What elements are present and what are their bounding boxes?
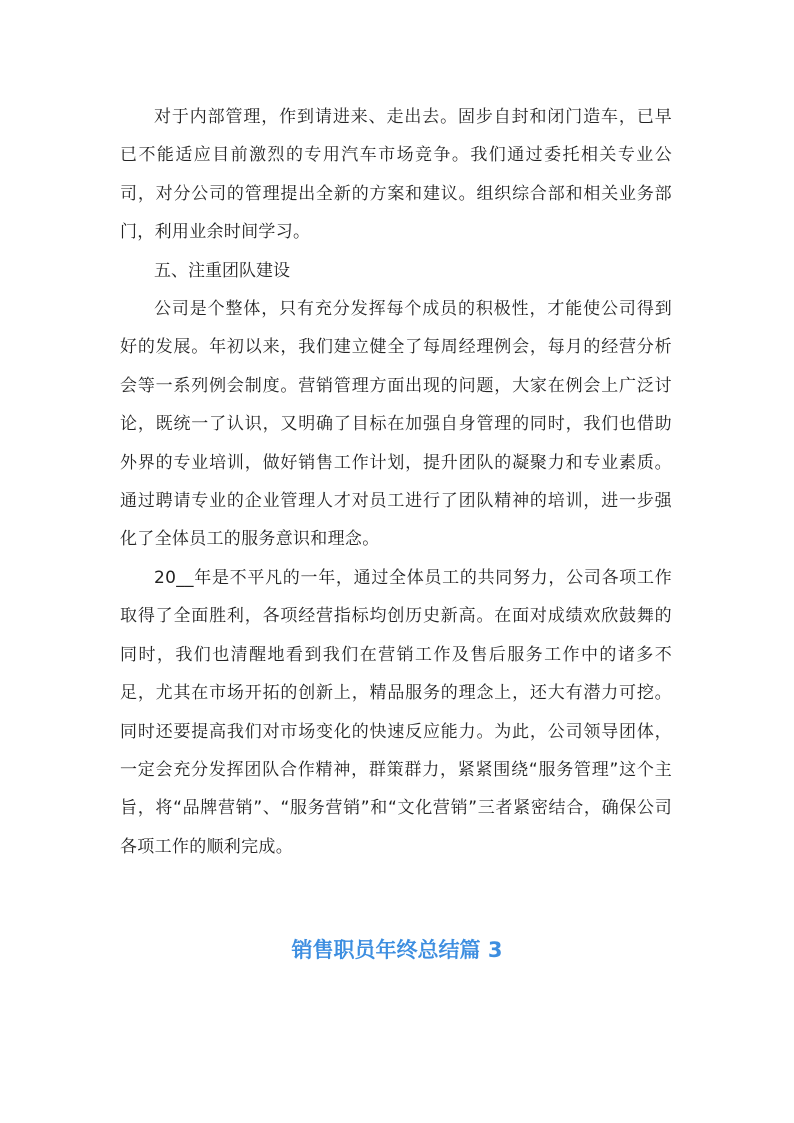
section-title: 销售职员年终总结篇 3 (291, 938, 503, 962)
subheading-team-building: 五、注重团队建设 (154, 260, 290, 281)
paragraph-annual-summary: 20__年是不平凡的一年，通过全体员工的共同努力，公司各项工作取得了全面胜利，各项经营指标均创历史新高。在面对成绩欢欣鼓舞的同时，我们也清醒地看到我们在营销工作及售后服务工作中的诸多不足，尤其在市场开拓的创新上，精品服务的理念上，还大有潜力可挖。同时还要提高我们对市场变化的快速反应能力。为此，公司领导团体，一定会充分发挥团队合作精神，群策群力，紧紧围绕“服务管理”这个主旨，将“品牌营销”、“服务营销”和“文化营销”三者紧密结合，确保公司各项工作的顺利完成。 (120, 567, 672, 857)
paragraph-internal-management: 对于内部管理，作到请进来、走出去。固步自封和闭门造车，已早已不能适应目前激烈的专用汽车市场竞争。我们通过委托相关专业公司，对分公司的管理提出全新的方案和建议。组织综合部和相关业务部门，利用业余时间学习。 (120, 107, 672, 243)
paragraph-team-building: 公司是个整体，只有充分发挥每个成员的积极性，才能使公司得到好的发展。年初以来，我们建立健全了每周经理例会，每月的经营分析会等一系列例会制度。营销管理方面出现的问题，大家在例会上广泛讨论，既统一了认识，又明确了目标在加强自身管理的同时，我们也借助外界的专业培训，做好销售工作计划，提升团队的凝聚力和专业素质。通过聘请专业的企业管理人才对员工进行了团队精神的培训，进一步强化了全体员工的服务意识和理念。 (120, 299, 672, 550)
document-body (120, 98, 672, 866)
